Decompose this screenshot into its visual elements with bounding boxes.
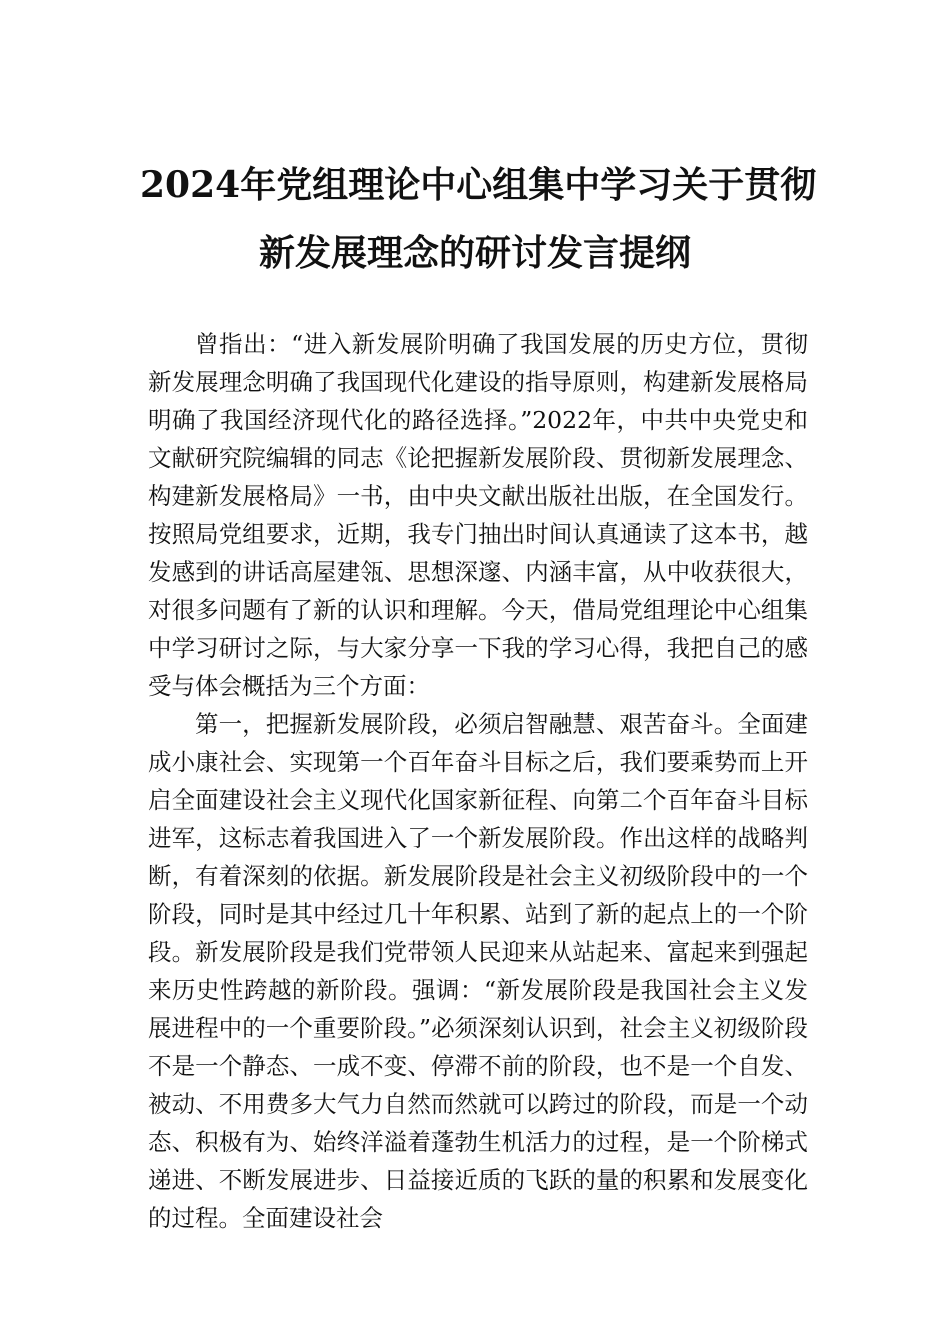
document-body — [148, 325, 808, 1237]
document-title-line-2: 新发展理念的研讨发言提纲 — [258, 232, 691, 274]
document-title-line-1: 2024年党组理论中心组集中学习关于贯彻 — [140, 164, 817, 206]
body-paragraph-first-point: 第一，把握新发展阶段，必须启智融慧、艰苦奋斗。全面建成小康社会、实现第一个百年奋斗目标之后，我们要乘势而上开启全面建设社会主义现代化国家新征程、向第二个百年奋斗目标进军，这标志着我国进入了一个新发展阶段。作出这样的战略判断，有着深刻的依据。新发展阶段是社会主义初级阶段中的一个阶段，同时是其中经过几十年积累、站到了新的起点上的一个阶段。新发展阶段是我们党带领人民迎来从站起来、富起来到强起来历史性跨越的新阶段。强调：“新发展阶段是我国社会主义发展进程中的一个重要阶段。”必须深刻认识到，社会主义初级阶段不是一个静态、一成不变、停滞不前的阶段，也不是一个自发、被动、不用费多大气力自然而然就可以跨过的阶段，而是一个动态、积极有为、始终洋溢着蓬勃生机活力的过程，是一个阶梯式递进、不断发展进步、日益接近质的飞跃的量的积累和发展变化的过程。全面建设社会 — [148, 710, 808, 1232]
body-paragraph-intro: 曾指出：“进入新发展阶明确了我国发展的历史方位，贯彻新发展理念明确了我国现代化建设的指导原则，构建新发展格局明确了我国经济现代化的路径选择。”2022年，中共中央党史和文献研究院编辑的同志《论把握新发展阶段、贯彻新发展理念、构建新发展格局》一书，由中央文献出版社出版，在全国发行。按照局党组要求，近期，我专门抽出时间认真通读了这本书，越发感到的讲话高屋建瓴、思想深邃、内涵丰富，从中收获很大，对很多问题有了新的认识和理解。今天，借局党组理论中心组集中学习研讨之际，与大家分享一下我的学习心得，我把自己的感受与体会概括为三个方面： — [148, 330, 808, 700]
